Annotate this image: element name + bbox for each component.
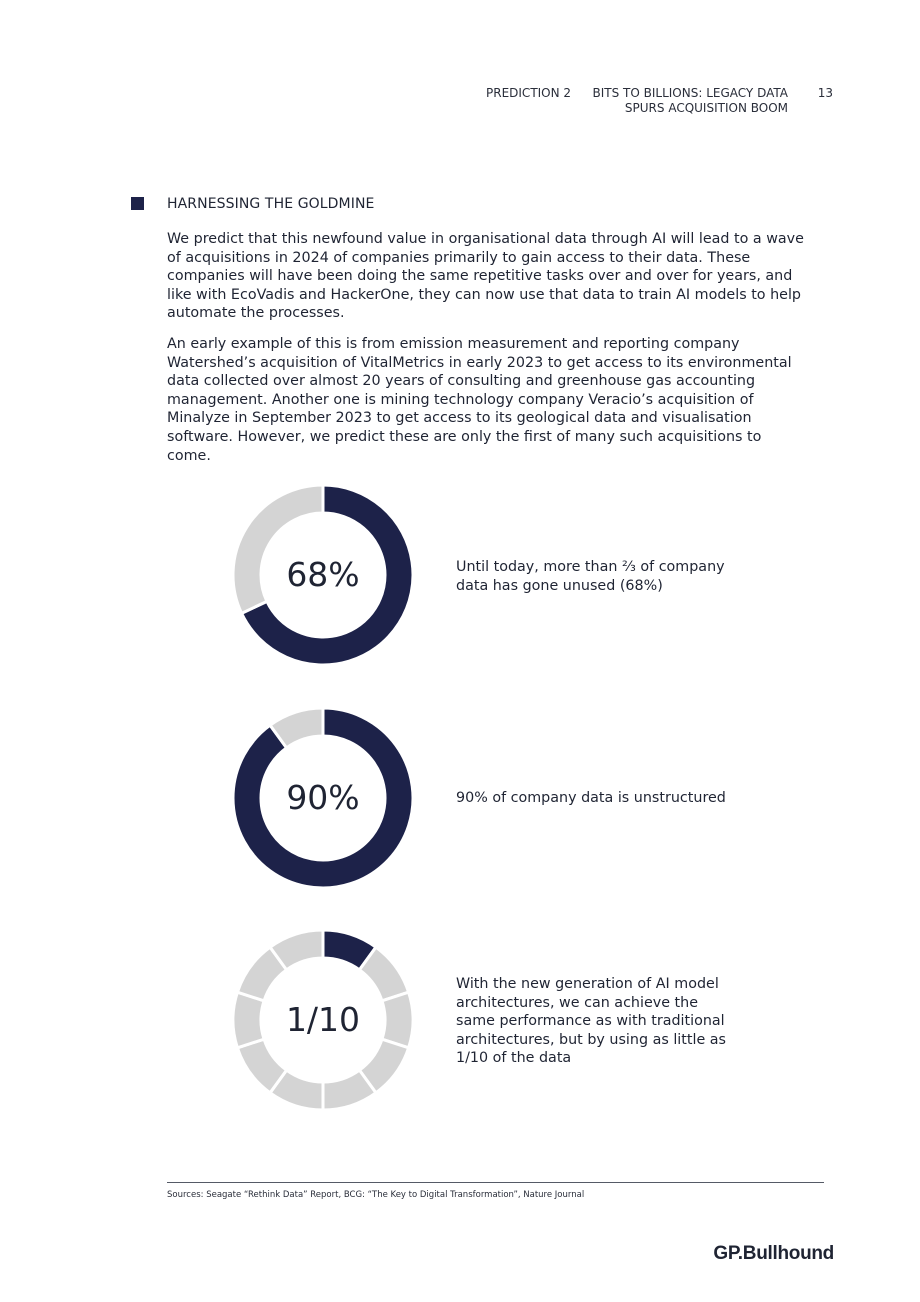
stat-value: 1/10 <box>285 1000 361 1039</box>
stat-block-unused-data <box>232 484 832 666</box>
stat-description: With the new generation of AI model architectures, we can achieve the same performance as with traditional architectures, but by using as little as 1/10 of the data <box>456 976 727 1067</box>
stat-block-unstructured-data <box>232 707 832 889</box>
section-marker-square <box>131 197 144 210</box>
sources-note: Sources: Seagate “Rethink Data” Report, BCG: “The Key to Digital Transformation”, Nature Journal <box>167 1190 585 1200</box>
stat-value: 68% <box>286 555 360 594</box>
stat-block-data-efficiency <box>232 929 832 1111</box>
body-paragraph-2: An early example of this is from emission measurement and reporting company Watershed’s acquisition of VitalMetrics in early 2023 to get access to its environmental data collected over almost 20 years of consulting and greenhouse gas accounting management. Another one is mining technology company Veracio’s acquisition of Minalyze in September 2023 to get access to its geological data and visualisation software. However, we predict these are only the first of many such acquisitions to come. <box>167 336 792 464</box>
header-title <box>590 86 788 116</box>
stat-value: 90% <box>286 778 360 817</box>
body-paragraph-1: We predict that this newfound value in organisational data through AI will lead to a wave of acquisitions in 2024 of companies primarily to gain access to their data. These companies will have been doing the same repetitive tasks over and over for years, and like with EcoVadis and HackerOne, they can now use that data to train AI models to help automate the processes. <box>167 231 804 322</box>
page-number: 13 <box>817 86 833 100</box>
header-title-line2: SPURS ACQUISITION BOOM <box>624 101 788 115</box>
gp-bullhound-logo: GP.Bullhound <box>713 1243 834 1264</box>
footer-divider <box>167 1182 824 1183</box>
header-section-label: PREDICTION 2 <box>486 86 572 100</box>
stat-description: 90% of company data is unstructured <box>456 790 726 806</box>
section-title: HARNESSING THE GOLDMINE <box>167 196 375 212</box>
header-title-line1: BITS TO BILLIONS: LEGACY DATA <box>592 86 788 100</box>
stat-description: Until today, more than ⅔ of company data has gone unused (68%) <box>456 559 725 594</box>
